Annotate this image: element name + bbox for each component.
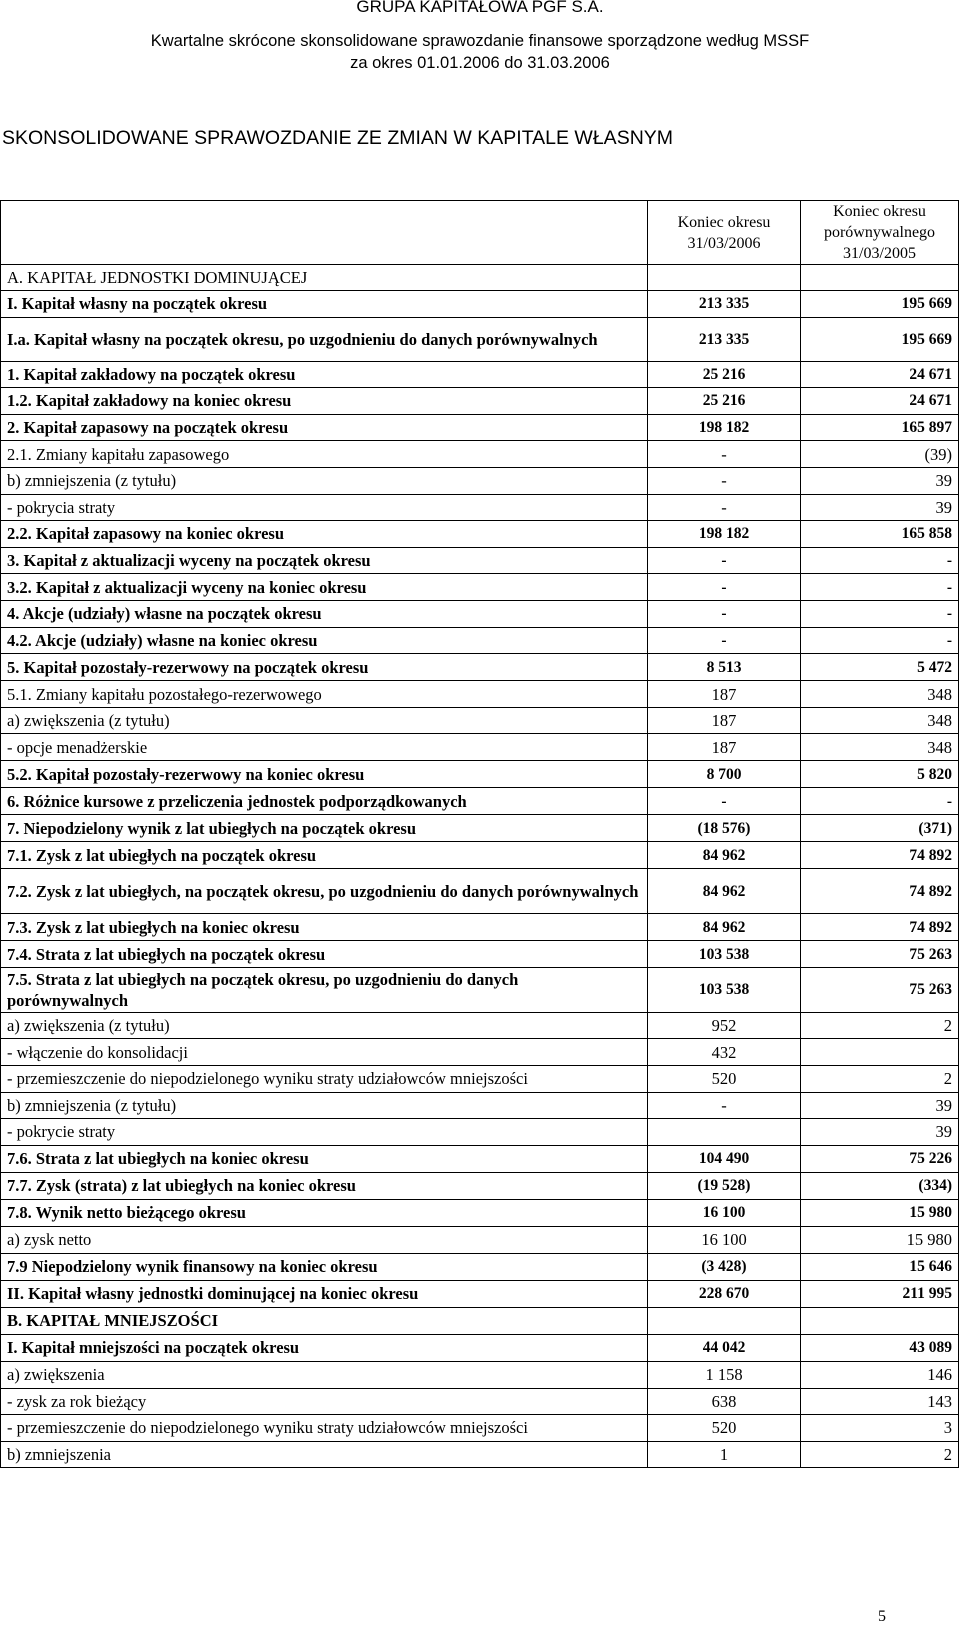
row-label: 5.2. Kapitał pozostały-rezerwowy na koniec okresu xyxy=(1,761,648,788)
row-label: 4. Akcje (udziały) własne na początek okresu xyxy=(1,600,648,627)
value-previous: 15 980 xyxy=(801,1199,959,1226)
row-label: I. Kapitał własny na początek okresu xyxy=(1,291,648,318)
table-row xyxy=(1,1199,959,1226)
value-current: 16 100 xyxy=(648,1199,801,1226)
value-current: 187 xyxy=(648,707,801,734)
equity-changes-table xyxy=(0,200,959,1468)
value-previous: 165 897 xyxy=(801,414,959,441)
row-label: a) zysk netto xyxy=(1,1227,648,1254)
value-current: 187 xyxy=(648,681,801,708)
table-row xyxy=(1,1280,959,1307)
table-row xyxy=(1,1065,959,1092)
table-row xyxy=(1,654,959,681)
value-current: 213 335 xyxy=(648,291,801,318)
row-label: 7.7. Zysk (strata) z lat ubiegłych na koniec okresu xyxy=(1,1172,648,1199)
table-row xyxy=(1,1388,959,1415)
value-previous: 165 858 xyxy=(801,521,959,548)
value-previous: (39) xyxy=(801,441,959,468)
table-row xyxy=(1,1441,959,1468)
value-previous: 3 xyxy=(801,1415,959,1442)
row-label: 5.1. Zmiany kapitału pozostałego-rezerwowego xyxy=(1,681,648,708)
row-label: 7.4. Strata z lat ubiegłych na początek okresu xyxy=(1,941,648,968)
value-previous: 74 892 xyxy=(801,842,959,869)
statement-title: SKONSOLIDOWANE SPRAWOZDANIE ZE ZMIAN W KAPITALE WŁASNYM xyxy=(2,127,674,149)
table-row xyxy=(1,1039,959,1066)
value-current: - xyxy=(648,627,801,654)
value-previous: (334) xyxy=(801,1172,959,1199)
value-current xyxy=(648,265,801,291)
table-row xyxy=(1,627,959,654)
value-current: 103 538 xyxy=(648,941,801,968)
value-current: - xyxy=(648,788,801,815)
value-previous: 24 671 xyxy=(801,388,959,415)
row-label: 6. Różnice kursowe z przeliczenia jednostek podporządkowanych xyxy=(1,788,648,815)
value-previous: - xyxy=(801,788,959,815)
table-row xyxy=(1,265,959,291)
value-previous: 2 xyxy=(801,1065,959,1092)
row-label: 7.1. Zysk z lat ubiegłych na początek okresu xyxy=(1,842,648,869)
report-period: za okres 01.01.2006 do 31.03.2006 xyxy=(350,54,610,72)
value-current: 952 xyxy=(648,1012,801,1039)
row-label: - przemieszczenie do niepodzielonego wyniku straty udziałowców mniejszości xyxy=(1,1415,648,1442)
table-row xyxy=(1,1092,959,1119)
value-previous: 24 671 xyxy=(801,361,959,388)
table-row xyxy=(1,734,959,761)
row-label: a) zwiększenia xyxy=(1,1361,648,1388)
value-current: 44 042 xyxy=(648,1334,801,1361)
column-header-current-text: Koniec okresu 31/03/2006 xyxy=(677,213,771,252)
table-header-row xyxy=(1,201,959,265)
table-row xyxy=(1,1012,959,1039)
value-current: - xyxy=(648,600,801,627)
value-previous: 39 xyxy=(801,1092,959,1119)
value-previous: 5 820 xyxy=(801,761,959,788)
row-label: 2. Kapitał zapasowy na początek okresu xyxy=(1,414,648,441)
value-previous: 75 263 xyxy=(801,968,959,1013)
row-label: b) zmniejszenia xyxy=(1,1441,648,1468)
row-label: 5. Kapitał pozostały-rezerwowy na początek okresu xyxy=(1,654,648,681)
row-label: - zysk za rok bieżący xyxy=(1,1388,648,1415)
column-header-current xyxy=(648,201,801,265)
row-label: - opcje menadżerskie xyxy=(1,734,648,761)
value-previous: 39 xyxy=(801,494,959,521)
value-previous xyxy=(801,1039,959,1066)
value-current: 84 962 xyxy=(648,869,801,914)
value-current: 198 182 xyxy=(648,521,801,548)
page-number: 5 xyxy=(878,1608,886,1625)
value-previous: 15 646 xyxy=(801,1253,959,1280)
row-label: - przemieszczenie do niepodzielonego wyniku straty udziałowców mniejszości xyxy=(1,1065,648,1092)
value-previous: - xyxy=(801,627,959,654)
value-previous: - xyxy=(801,600,959,627)
value-previous: 74 892 xyxy=(801,913,959,940)
header-empty-cell xyxy=(1,201,648,265)
value-previous: 143 xyxy=(801,1388,959,1415)
value-previous xyxy=(801,1307,959,1334)
row-label: 1. Kapitał zakładowy na początek okresu xyxy=(1,361,648,388)
value-previous: 348 xyxy=(801,681,959,708)
row-label: I.a. Kapitał własny na początek okresu, po uzgodnieniu do danych porównywalnych xyxy=(1,317,648,361)
table-row xyxy=(1,600,959,627)
row-label: 7.3. Zysk z lat ubiegłych na koniec okresu xyxy=(1,913,648,940)
value-previous: (371) xyxy=(801,815,959,842)
value-previous: 15 980 xyxy=(801,1227,959,1254)
table-row xyxy=(1,291,959,318)
value-previous: 43 089 xyxy=(801,1334,959,1361)
table-row xyxy=(1,521,959,548)
row-label: 3.2. Kapitał z aktualizacji wyceny na koniec okresu xyxy=(1,574,648,601)
table-row xyxy=(1,317,959,361)
table-row xyxy=(1,842,959,869)
row-label: I. Kapitał mniejszości na początek okresu xyxy=(1,1334,648,1361)
value-previous: 74 892 xyxy=(801,869,959,914)
value-previous: 2 xyxy=(801,1012,959,1039)
value-previous xyxy=(801,265,959,291)
value-current xyxy=(648,1119,801,1146)
table-row xyxy=(1,1145,959,1172)
value-previous: 5 472 xyxy=(801,654,959,681)
value-current: 25 216 xyxy=(648,388,801,415)
table-row xyxy=(1,761,959,788)
table-row xyxy=(1,1227,959,1254)
row-label: 2.1. Zmiany kapitału zapasowego xyxy=(1,441,648,468)
value-previous: 195 669 xyxy=(801,317,959,361)
table-row xyxy=(1,707,959,734)
table-row xyxy=(1,441,959,468)
report-subtitle: Kwartalne skrócone skonsolidowane sprawozdanie finansowe sporządzone według MSSF xyxy=(150,32,810,50)
table-row xyxy=(1,1119,959,1146)
value-current: 16 100 xyxy=(648,1227,801,1254)
table-row xyxy=(1,815,959,842)
row-label: 7. Niepodzielony wynik z lat ubiegłych na początek okresu xyxy=(1,815,648,842)
value-current: - xyxy=(648,441,801,468)
row-label: 4.2. Akcje (udziały) własne na koniec okresu xyxy=(1,627,648,654)
value-previous: 39 xyxy=(801,1119,959,1146)
row-label: b) zmniejszenia (z tytułu) xyxy=(1,467,648,494)
company-name: GRUPA KAPITAŁOWA PGF S.A. xyxy=(356,0,604,16)
table-row xyxy=(1,941,959,968)
value-current: 213 335 xyxy=(648,317,801,361)
value-previous: 348 xyxy=(801,734,959,761)
value-current: 8 700 xyxy=(648,761,801,788)
value-previous: 39 xyxy=(801,467,959,494)
table-row xyxy=(1,869,959,914)
value-previous: 2 xyxy=(801,1441,959,1468)
row-label: II. Kapitał własny jednostki dominującej na koniec okresu xyxy=(1,1280,648,1307)
row-label: 7.5. Strata z lat ubiegłych na początek okresu, po uzgodnieniu do danych porównywalnych xyxy=(1,968,648,1013)
table-row xyxy=(1,361,959,388)
row-label: a) zwiększenia (z tytułu) xyxy=(1,707,648,734)
table-row xyxy=(1,968,959,1013)
value-previous: - xyxy=(801,547,959,574)
value-current: 8 513 xyxy=(648,654,801,681)
value-previous: 75 263 xyxy=(801,941,959,968)
row-label: 7.2. Zysk z lat ubiegłych, na początek okresu, po uzgodnieniu do danych porównywalnych xyxy=(1,869,648,914)
row-label: 7.8. Wynik netto bieżącego okresu xyxy=(1,1199,648,1226)
table-row xyxy=(1,1361,959,1388)
value-previous: 211 995 xyxy=(801,1280,959,1307)
value-current: 198 182 xyxy=(648,414,801,441)
table-row xyxy=(1,1307,959,1334)
row-label: - pokrycia straty xyxy=(1,494,648,521)
value-current: 103 538 xyxy=(648,968,801,1013)
table-row xyxy=(1,1253,959,1280)
value-current: - xyxy=(648,1092,801,1119)
table-row xyxy=(1,467,959,494)
row-label: 2.2. Kapitał zapasowy na koniec okresu xyxy=(1,521,648,548)
value-current: 520 xyxy=(648,1065,801,1092)
row-label: A. KAPITAŁ JEDNOSTKI DOMINUJĄCEJ xyxy=(1,265,648,291)
value-current: 1 158 xyxy=(648,1361,801,1388)
table-row xyxy=(1,494,959,521)
value-current: (19 528) xyxy=(648,1172,801,1199)
table-row xyxy=(1,1172,959,1199)
value-previous: 348 xyxy=(801,707,959,734)
row-label: B. KAPITAŁ MNIEJSZOŚCI xyxy=(1,1307,648,1334)
row-label: b) zmniejszenia (z tytułu) xyxy=(1,1092,648,1119)
table-row xyxy=(1,1334,959,1361)
table-row xyxy=(1,913,959,940)
value-current: 187 xyxy=(648,734,801,761)
value-current: - xyxy=(648,467,801,494)
value-previous: 195 669 xyxy=(801,291,959,318)
value-current: 104 490 xyxy=(648,1145,801,1172)
column-header-previous-text: Koniec okresu porównywalnego 31/03/2005 xyxy=(823,203,936,262)
value-current: - xyxy=(648,574,801,601)
value-previous: 146 xyxy=(801,1361,959,1388)
table-row xyxy=(1,681,959,708)
row-label: - włączenie do konsolidacji xyxy=(1,1039,648,1066)
row-label: 7.6. Strata z lat ubiegłych na koniec okresu xyxy=(1,1145,648,1172)
table-row xyxy=(1,388,959,415)
value-current: (18 576) xyxy=(648,815,801,842)
value-current: (3 428) xyxy=(648,1253,801,1280)
value-current: - xyxy=(648,547,801,574)
value-current: 520 xyxy=(648,1415,801,1442)
value-previous: 75 226 xyxy=(801,1145,959,1172)
row-label: 1.2. Kapitał zakładowy na koniec okresu xyxy=(1,388,648,415)
document-header xyxy=(0,0,960,74)
table-row xyxy=(1,414,959,441)
row-label: - pokrycie straty xyxy=(1,1119,648,1146)
table-row xyxy=(1,1415,959,1442)
value-previous: - xyxy=(801,574,959,601)
row-label: a) zwiększenia (z tytułu) xyxy=(1,1012,648,1039)
value-current: 432 xyxy=(648,1039,801,1066)
value-current: 25 216 xyxy=(648,361,801,388)
row-label: 3. Kapitał z aktualizacji wyceny na początek okresu xyxy=(1,547,648,574)
value-current xyxy=(648,1307,801,1334)
column-header-previous xyxy=(801,201,959,265)
table-row xyxy=(1,788,959,815)
row-label: 7.9 Niepodzielony wynik finansowy na koniec okresu xyxy=(1,1253,648,1280)
value-current: 638 xyxy=(648,1388,801,1415)
table-row xyxy=(1,547,959,574)
value-current: 228 670 xyxy=(648,1280,801,1307)
value-current: 1 xyxy=(648,1441,801,1468)
value-current: 84 962 xyxy=(648,842,801,869)
table-row xyxy=(1,574,959,601)
value-current: - xyxy=(648,494,801,521)
value-current: 84 962 xyxy=(648,913,801,940)
